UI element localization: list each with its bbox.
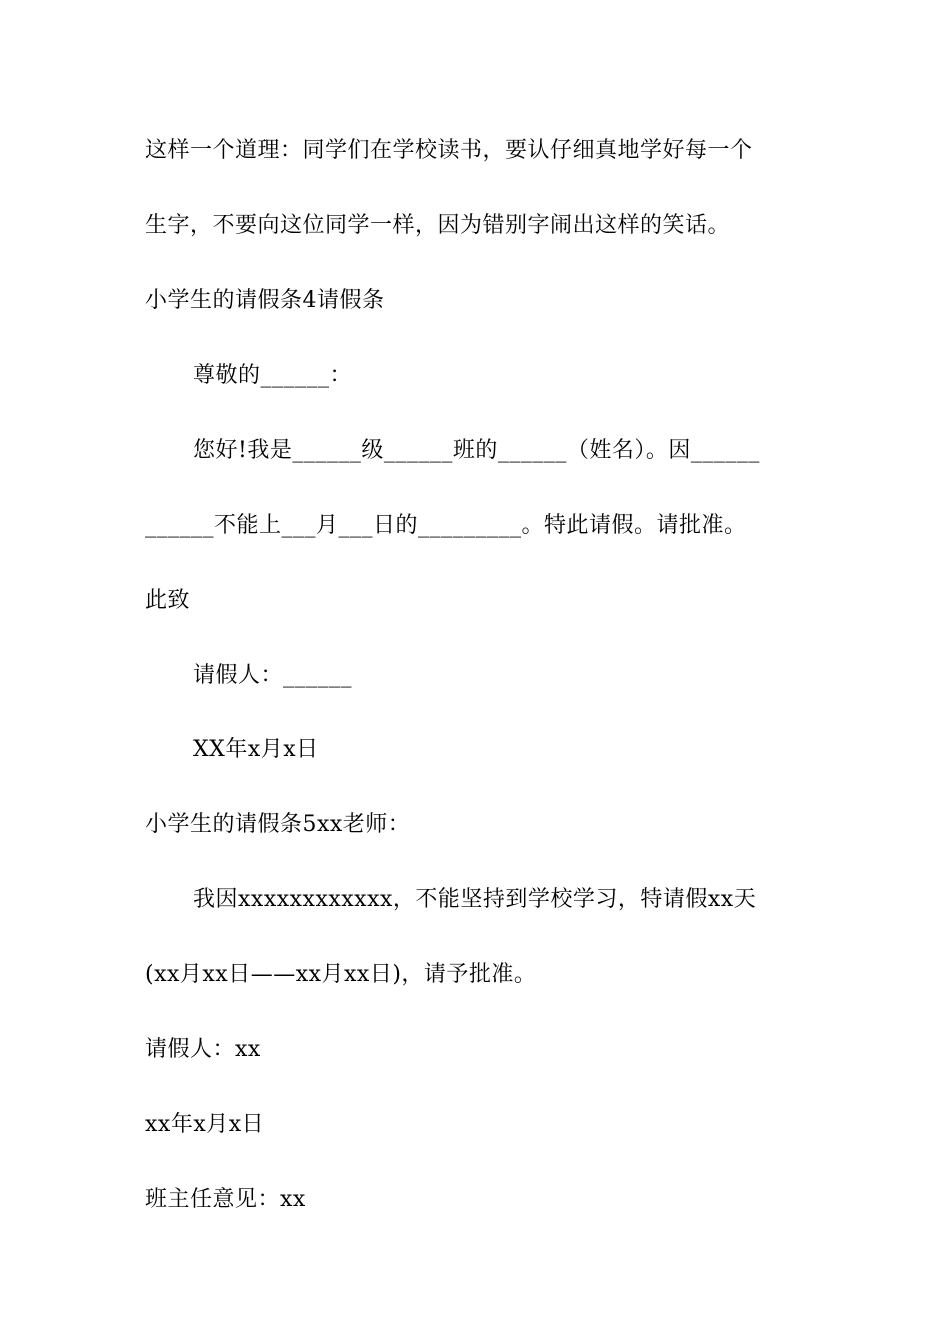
paragraph-line: 您好!我是______级______班的______（姓名）。因______ — [193, 438, 760, 463]
date-line: XX年x月x日 — [193, 737, 319, 762]
closing-line: 此致 — [145, 588, 191, 613]
paragraph-line: (xx月xx日——xx月xx日)，请予批准。 — [145, 962, 537, 987]
signature-line: 请假人：xx — [145, 1037, 261, 1062]
signature-line: 请假人：______ — [193, 663, 353, 688]
salutation-line: 尊敬的______： — [193, 363, 353, 388]
paragraph-line: 我因xxxxxxxxxxxx，不能坚持到学校学习，特请假xx天 — [193, 887, 757, 912]
teacher-opinion-line: 班主任意见：xx — [145, 1187, 306, 1212]
paragraph-line: 生字，不要向这位同学一样，因为错别字闹出这样的笑话。 — [145, 213, 731, 238]
paragraph-line: ______不能上___月___日的_________。特此请假。请批准。 — [145, 513, 747, 538]
date-line: xx年x月x日 — [145, 1112, 265, 1137]
paragraph-line: 这样一个道理：同学们在学校读书，要认仔细真地学好每一个 — [145, 138, 753, 163]
section-heading: 小学生的请假条4请假条 — [145, 288, 385, 313]
section-heading: 小学生的请假条5xx老师： — [145, 812, 411, 837]
